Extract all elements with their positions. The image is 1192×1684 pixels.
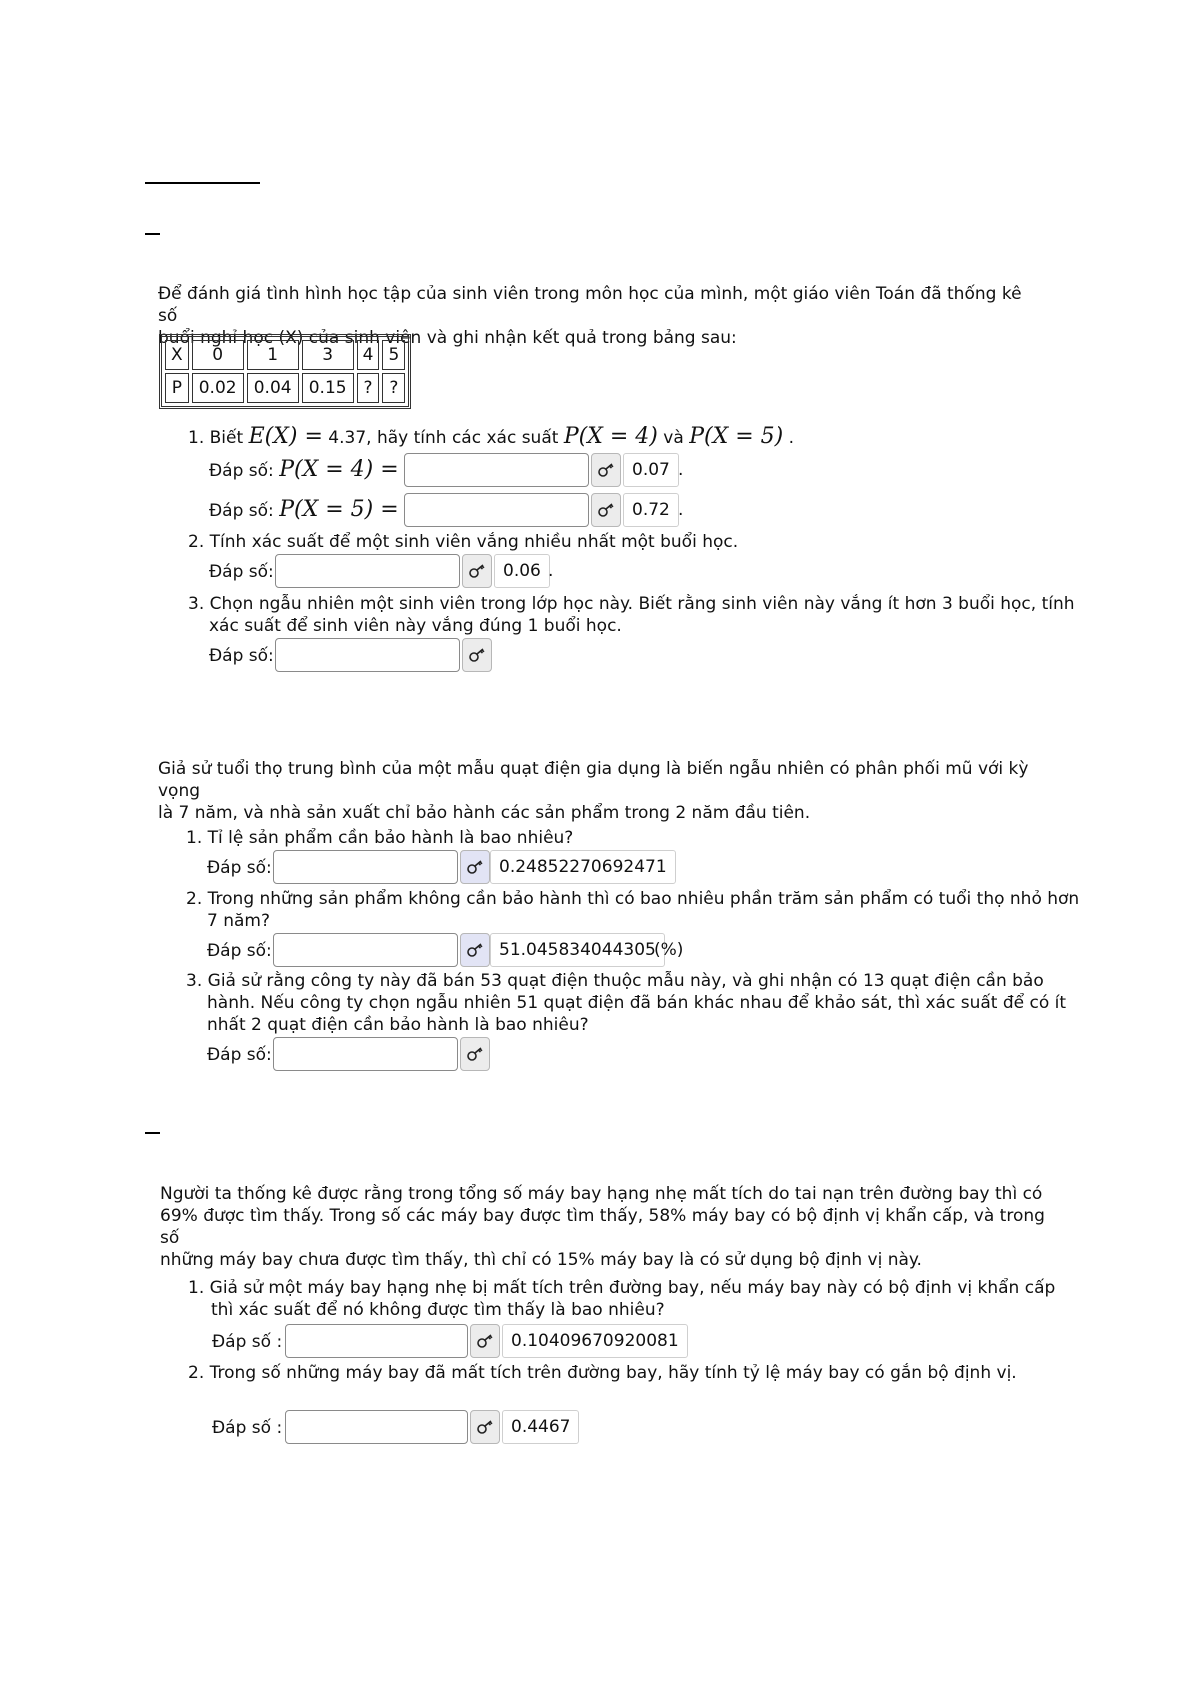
question-text: Tỉ lệ sản phẩm cần bảo hành là bao nhiêu?	[207, 828, 574, 848]
p1-q1a-answer-input[interactable]	[404, 453, 589, 487]
table-cell: P	[165, 373, 189, 403]
p1-q3-text	[188, 593, 1075, 637]
p3-q2-answer-value: 0.4467	[502, 1410, 579, 1444]
question-number: 3.	[186, 971, 203, 991]
p1-q1-text	[188, 423, 794, 452]
table-cell: 4	[357, 340, 380, 370]
key-icon	[597, 462, 615, 478]
problem2-intro-line2: là 7 năm, và nhà sản xuất chỉ bảo hành các sản phẩm trong 2 năm đầu tiên.	[158, 803, 811, 823]
problem1-intro-line2: buổi nghỉ học (X) của sinh viên và ghi nhận kết quả trong bảng sau:	[158, 328, 737, 348]
math-expression: P(X = 4)	[563, 424, 658, 449]
math-expression: E(X) =	[248, 424, 323, 449]
p1-q2-answer-input[interactable]	[275, 554, 460, 588]
p1-q1a-answer-label	[209, 456, 399, 485]
table-cell: 0.15	[302, 373, 354, 403]
section-rule-2	[145, 1132, 160, 1134]
problem3-intro	[160, 1183, 1060, 1271]
problem3-intro-line3: những máy bay chưa được tìm thấy, thì chỉ có 15% máy bay là có sử dụng bộ định vị này.	[160, 1250, 922, 1270]
p2-q1-answer-input[interactable]	[273, 850, 458, 884]
p1-q1b-answer-input[interactable]	[404, 493, 589, 527]
key-icon	[466, 859, 484, 875]
p2-q2-show-answer-button[interactable]	[460, 933, 490, 967]
question-number: 2.	[186, 889, 203, 909]
p2-q3-answer-input[interactable]	[273, 1037, 458, 1071]
question-number: 2.	[188, 532, 205, 552]
p3-q1-text	[188, 1277, 1055, 1321]
p2-q1-answer-value: 0.24852270692471	[490, 850, 676, 884]
key-icon	[466, 1046, 484, 1062]
question-number: 1.	[188, 1278, 205, 1298]
p1-q2-answer-value: 0.06	[494, 554, 550, 588]
p2-q1-show-answer-button[interactable]	[460, 850, 490, 884]
p1-q2-trail: .	[548, 561, 554, 581]
problem2-intro-line1: Giả sử tuổi thọ trung bình của một mẫu quạt điện gia dụng là biến ngẫu nhiên có phân phối mũ với kỳ vọng	[158, 759, 1029, 801]
question-text: thì xác suất để nó không được tìm thấy là bao nhiêu?	[211, 1300, 665, 1320]
problem3-intro-line1: Người ta thống kê được rằng trong tổng số máy bay hạng nhẹ mất tích do tai nạn trên đường bay thì có	[160, 1184, 1043, 1204]
table-cell: X	[165, 340, 189, 370]
p1-q3-answer-input[interactable]	[275, 638, 460, 672]
question-text: Tính xác suất để một sinh viên vắng nhiều nhất một buổi học.	[209, 532, 739, 552]
p1-q1b-trail: .	[678, 500, 684, 520]
p1-q2-show-answer-button[interactable]	[462, 554, 492, 588]
table-cell: 0.04	[247, 373, 299, 403]
p3-q2-answer-input[interactable]	[285, 1410, 468, 1444]
key-icon	[476, 1419, 494, 1435]
key-icon	[476, 1333, 494, 1349]
table-cell: 0	[192, 340, 244, 370]
p1-q2-text	[188, 531, 738, 553]
p3-q2-text	[188, 1362, 1017, 1384]
p3-q2-answer-label: Đáp số :	[212, 1418, 283, 1438]
table-row-p	[165, 373, 405, 403]
key-icon	[466, 942, 484, 958]
question-text: 4.37, hãy tính các xác suất	[328, 428, 559, 448]
p1-q1b-show-answer-button[interactable]	[591, 493, 621, 527]
table-row-x	[165, 340, 405, 370]
question-text: 7 năm?	[207, 911, 270, 931]
p2-q2-answer-value: 51.045834044305	[490, 933, 665, 967]
question-number: 2.	[188, 1363, 205, 1383]
p2-q2-text	[186, 888, 1079, 932]
p2-q1-answer-label: Đáp số:	[207, 858, 272, 878]
p1-q1b-answer-label	[209, 496, 399, 525]
answer-label-text: Đáp số:	[209, 461, 274, 481]
table-cell: 1	[247, 340, 299, 370]
p3-q1-answer-value: 0.10409670920081	[502, 1324, 688, 1358]
key-icon	[468, 647, 486, 663]
table-cell: 5	[382, 340, 405, 370]
problem3-intro-line2: 69% được tìm thấy. Trong số các máy bay được tìm thấy, 58% máy bay có bộ định vị khẩn cấp, và trong số	[160, 1206, 1045, 1248]
distribution-table	[159, 334, 411, 409]
p1-q1a-answer-value: 0.07	[623, 453, 679, 487]
p1-q3-answer-label: Đáp số:	[209, 646, 274, 666]
p1-q2-answer-label: Đáp số:	[209, 562, 274, 582]
p1-q1b-answer-value: 0.72	[623, 493, 679, 527]
p3-q2-show-answer-button[interactable]	[470, 1410, 500, 1444]
p1-q3-show-answer-button[interactable]	[462, 638, 492, 672]
p2-q2-answer-label: Đáp số:	[207, 941, 272, 961]
question-text: nhất 2 quạt điện cần bảo hành là bao nhiêu?	[207, 1015, 589, 1035]
table-cell: 0.02	[192, 373, 244, 403]
math-expression: P(X = 4) =	[279, 457, 399, 482]
key-icon	[597, 502, 615, 518]
p1-q1a-show-answer-button[interactable]	[591, 453, 621, 487]
math-expression: P(X = 5)	[689, 424, 784, 449]
p2-q3-show-answer-button[interactable]	[460, 1037, 490, 1071]
question-text: Giả sử một máy bay hạng nhẹ bị mất tích trên đường bay, nếu máy bay này có bộ định vị khẩn cấp	[209, 1278, 1056, 1298]
question-text: Chọn ngẫu nhiên một sinh viên trong lớp học này. Biết rằng sinh viên này vắng ít hơn 3 buổi học, tính	[209, 594, 1075, 614]
p2-q2-answer-input[interactable]	[273, 933, 458, 967]
question-text: Trong số những máy bay đã mất tích trên đường bay, hãy tính tỷ lệ máy bay có gắn bộ định vị.	[209, 1363, 1017, 1383]
question-text: Giả sử rằng công ty này đã bán 53 quạt điện thuộc mẫu này, và ghi nhận có 13 quạt điện cần bảo	[207, 971, 1044, 991]
key-icon	[468, 563, 486, 579]
question-text: .	[788, 428, 795, 448]
p1-q1a-trail: .	[678, 460, 684, 480]
question-text: Biết	[209, 428, 244, 448]
table-cell: 3	[302, 340, 354, 370]
p2-q3-text	[186, 970, 1066, 1036]
top-rule	[145, 182, 260, 184]
p2-q2-unit: (%)	[654, 940, 684, 960]
question-text: hành. Nếu công ty chọn ngẫu nhiên 51 quạt điện đã bán khác nhau để khảo sát, thì xác suất để có ít	[207, 993, 1067, 1013]
question-text: xác suất để sinh viên này vắng đúng 1 buổi học.	[209, 616, 622, 636]
table-cell: ?	[357, 373, 380, 403]
question-number: 1.	[186, 828, 203, 848]
question-text: Trong những sản phẩm không cần bảo hành thì có bao nhiêu phần trăm sản phẩm có tuổi thọ nhỏ hơn	[207, 889, 1080, 909]
problem2-intro	[158, 758, 1058, 824]
p3-q1-answer-input[interactable]	[285, 1324, 468, 1358]
p2-q1-text	[186, 827, 573, 849]
question-number: 3.	[188, 594, 205, 614]
question-text: và	[663, 428, 684, 448]
question-number: 1.	[188, 428, 205, 448]
table-cell: ?	[382, 373, 405, 403]
math-expression: P(X = 5) =	[279, 497, 399, 522]
answer-label-text: Đáp số:	[209, 501, 274, 521]
p2-q3-answer-label: Đáp số:	[207, 1045, 272, 1065]
section-rule-1	[145, 233, 160, 235]
p3-q1-show-answer-button[interactable]	[470, 1324, 500, 1358]
problem1-intro-line1: Để đánh giá tình hình học tập của sinh viên trong môn học của mình, một giáo viên Toán đã thống kê số	[158, 284, 1022, 326]
p3-q1-answer-label: Đáp số :	[212, 1332, 283, 1352]
